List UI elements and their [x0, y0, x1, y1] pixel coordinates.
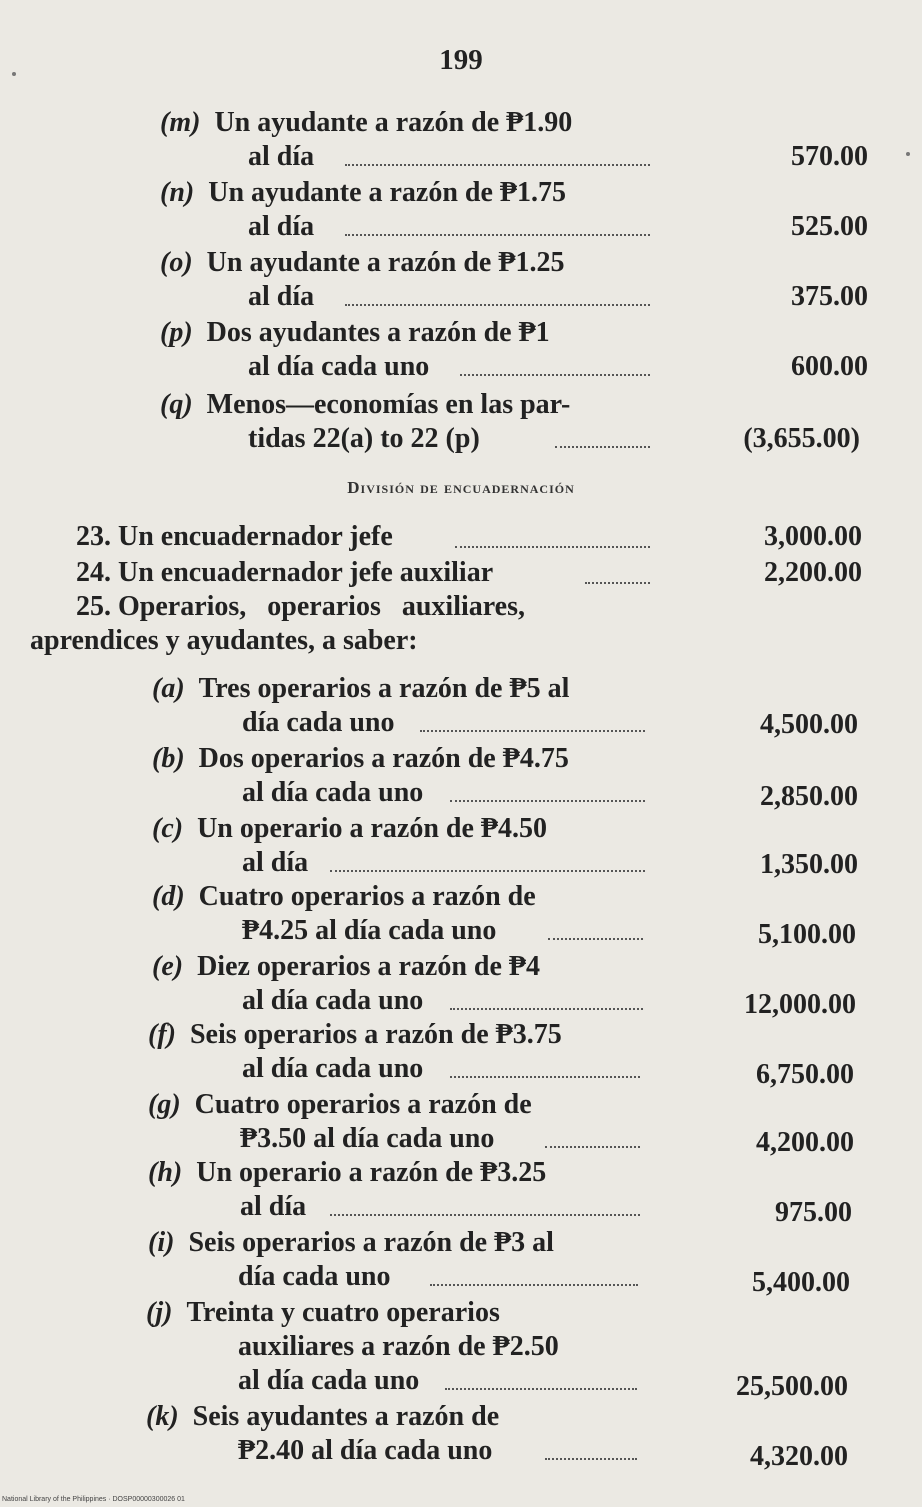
item-amount: 4,500.00	[760, 709, 858, 740]
dot-leader	[450, 798, 645, 802]
item-amount: 1,350.00	[760, 849, 858, 880]
archive-footer: National Library of the Philippines · DOSP00000300026 01	[2, 1496, 185, 1503]
dot-leader	[450, 1006, 643, 1010]
item-text-cont: auxiliares a razón de ₱2.50	[238, 1331, 559, 1362]
item-letter: (f)	[148, 1019, 176, 1050]
dot-leader	[545, 1456, 637, 1460]
item-text: 24. Un encuadernador jefe auxiliar	[76, 557, 494, 588]
dot-leader	[585, 580, 650, 584]
item-text-cont: al día	[248, 141, 315, 172]
item-letter: (e)	[152, 951, 184, 982]
item-text: Un ayudante a razón de ₱1.75	[208, 177, 567, 208]
item-text-cont: aprendices y ayudantes, a saber:	[30, 625, 418, 656]
item-text: Treinta y cuatro operarios	[186, 1297, 500, 1328]
dot-leader	[430, 1282, 638, 1286]
dot-leader	[445, 1386, 637, 1390]
dot-leader	[330, 1212, 640, 1216]
item-letter: (p)	[160, 317, 193, 348]
section-heading: División de encuadernación	[347, 478, 575, 497]
item-letter: (a)	[152, 673, 185, 704]
item-text-cont: ₱3.50 al día cada uno	[240, 1123, 495, 1154]
item-amount: 4,200.00	[756, 1127, 854, 1158]
item-text-cont: al día cada uno	[242, 777, 424, 808]
item-text: Seis ayudantes a razón de	[192, 1401, 500, 1432]
page-number: 199	[439, 44, 483, 76]
item-amount: 5,100.00	[758, 919, 856, 950]
item-letter: (k)	[146, 1401, 179, 1432]
item-text: 23. Un encuadernador jefe	[76, 521, 393, 552]
item-letter: (d)	[152, 881, 185, 912]
item-text-cont: tidas 22(a) to 22 (p)	[248, 423, 480, 454]
item-text: Tres operarios a razón de ₱5 al	[198, 673, 570, 704]
dot-leader	[548, 936, 643, 940]
item-text-cont: al día cada uno	[238, 1365, 420, 1396]
item-text: Dos operarios a razón de ₱4.75	[198, 743, 569, 774]
dot-leader	[330, 868, 645, 872]
item-amount: 375.00	[791, 281, 868, 312]
item-amount: 12,000.00	[744, 989, 856, 1020]
item-letter: (q)	[160, 389, 193, 420]
item-text-cont: al día cada uno	[248, 351, 430, 382]
item-text-cont: al día	[240, 1191, 307, 1222]
item-text: Cuatro operarios a razón de	[198, 881, 536, 912]
item-text-cont: al día cada uno	[242, 1053, 424, 1084]
item-amount: 2,200.00	[764, 557, 862, 588]
item-letter: (j)	[146, 1297, 173, 1328]
dot-leader	[345, 302, 650, 306]
item-text-cont: día cada uno	[238, 1261, 391, 1292]
item-text: Diez operarios a razón de ₱4	[197, 951, 540, 982]
item-text: Seis operarios a razón de ₱3.75	[189, 1019, 562, 1050]
dot-leader	[555, 444, 650, 448]
item-text-cont: ₱4.25 al día cada uno	[242, 915, 497, 946]
dot-leader	[345, 232, 650, 236]
item-text: Un ayudante a razón de ₱1.25	[206, 247, 565, 278]
item-text-cont: al día	[242, 847, 309, 878]
dot-leader	[455, 544, 650, 548]
item-letter: (i)	[148, 1227, 175, 1258]
item-amount: 25,500.00	[736, 1371, 848, 1402]
item-letter: (c)	[152, 813, 184, 844]
scan-speck	[906, 152, 910, 156]
item-text: Seis operarios a razón de ₱3 al	[188, 1227, 554, 1258]
item-text: Un operario a razón de ₱3.25	[196, 1157, 547, 1188]
item-text: 25. Operarios, operarios auxiliares,	[76, 591, 525, 622]
item-amount: (3,655.00)	[743, 423, 860, 454]
item-amount: 2,850.00	[760, 781, 858, 812]
item-text-cont: al día cada uno	[242, 985, 424, 1016]
item-amount: 525.00	[791, 211, 868, 242]
item-text-cont: al día	[248, 211, 315, 242]
item-text: Un operario a razón de ₱4.50	[197, 813, 548, 844]
item-amount: 4,320.00	[750, 1441, 848, 1472]
item-amount: 975.00	[775, 1197, 852, 1228]
item-letter: (m)	[160, 107, 201, 138]
item-amount: 6,750.00	[756, 1059, 854, 1090]
dot-leader	[450, 1074, 640, 1078]
item-letter: (g)	[148, 1089, 181, 1120]
dot-leader	[345, 162, 650, 166]
item-amount: 600.00	[791, 351, 868, 382]
dot-leader	[460, 372, 650, 376]
item-letter: (h)	[148, 1157, 183, 1188]
item-text: Menos—economías en las par-	[206, 389, 571, 420]
item-amount: 3,000.00	[764, 521, 862, 552]
item-text-cont: ₱2.40 al día cada uno	[238, 1435, 493, 1466]
item-letter: (o)	[160, 247, 193, 278]
item-letter: (n)	[160, 177, 195, 208]
item-text-cont: día cada uno	[242, 707, 395, 738]
item-amount: 5,400.00	[752, 1267, 850, 1298]
item-text: Un ayudante a razón de ₱1.90	[214, 107, 573, 138]
dot-leader	[420, 728, 645, 732]
item-text: Cuatro operarios a razón de	[194, 1089, 532, 1120]
item-text: Dos ayudantes a razón de ₱1	[206, 317, 550, 348]
dot-leader	[545, 1144, 640, 1148]
item-text-cont: al día	[248, 281, 315, 312]
item-amount: 570.00	[791, 141, 868, 172]
item-letter: (b)	[152, 743, 185, 774]
